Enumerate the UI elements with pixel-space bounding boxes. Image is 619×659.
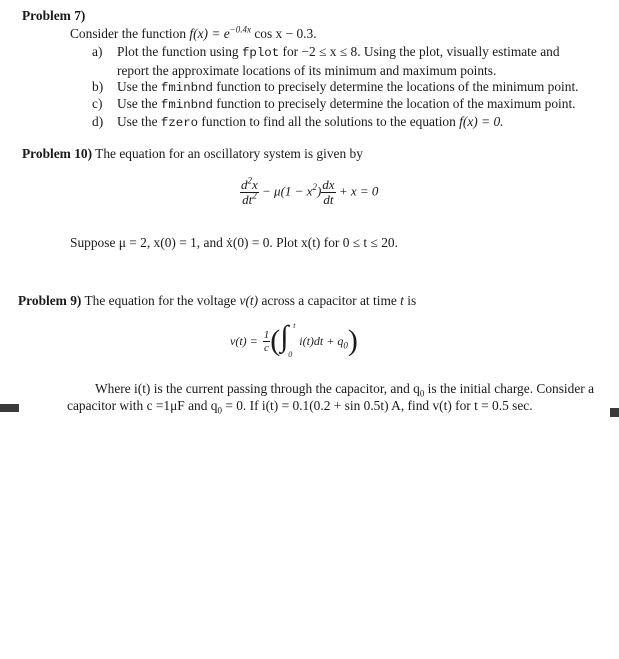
integral-glyph: ∫ bbox=[280, 320, 289, 353]
code-fminbnd: fminbnd bbox=[160, 81, 213, 95]
item-text: for −2 ≤ x ≤ 8. Using the plot, visually estimate and bbox=[279, 44, 560, 59]
problem-9-heading: Problem 9) bbox=[18, 293, 82, 308]
problem-7-item-d-label: d) bbox=[92, 114, 104, 129]
problem-9-equation bbox=[230, 320, 358, 364]
problem-7-heading: Problem 7) bbox=[22, 8, 86, 23]
problem-7-item-a-label: a) bbox=[92, 44, 103, 59]
frac-num-d: d bbox=[241, 177, 248, 192]
problem-10-condition: Suppose μ = 2, x(0) = 1, and ẋ(0) = 0. Plot x(t) for 0 ≤ t ≤ 20. bbox=[70, 235, 398, 250]
problem-9-var: v(t) bbox=[239, 293, 259, 308]
left-margin-marker bbox=[0, 404, 19, 412]
line2-sub: 0 bbox=[217, 405, 222, 416]
function-tail: cos x − 0.3. bbox=[250, 26, 317, 41]
d2x-dt2-fraction bbox=[240, 175, 259, 207]
problem-10-equation bbox=[240, 175, 379, 207]
item-text: function to precisely determine the locations of the minimum point. bbox=[212, 79, 579, 94]
item-text: function to find all the solutions to the equation bbox=[198, 114, 460, 129]
problem-7-intro bbox=[70, 26, 317, 42]
right-margin-marker bbox=[610, 408, 619, 417]
problem-9-line2 bbox=[67, 398, 533, 414]
item-text: Use the bbox=[117, 114, 161, 129]
code-fzero: fzero bbox=[160, 116, 199, 130]
integrand-sub: 0 bbox=[343, 339, 348, 350]
item-text: Plot the function using bbox=[117, 44, 242, 59]
problem-7-item-c-label: c) bbox=[92, 96, 103, 111]
line1-text: Where i(t) is the current passing through the capacitor, and q bbox=[95, 381, 420, 396]
line1-end: is the initial charge. Consider a bbox=[424, 381, 595, 396]
problem-7-item-a-line2: report the approximate locations of its minimum and maximum points. bbox=[117, 63, 497, 78]
problem-7-item-d bbox=[117, 114, 504, 130]
item-text: function to precisely determine the location of the maximum point. bbox=[212, 96, 576, 111]
intro-text: Consider the function bbox=[70, 26, 190, 41]
frac2-num: dx bbox=[322, 177, 335, 192]
eq-lhs: v(t) = bbox=[230, 333, 258, 348]
function-exponent: −0.4x bbox=[229, 24, 251, 35]
code-fplot: fplot bbox=[241, 46, 280, 60]
item-math: f(x) = 0. bbox=[459, 114, 504, 129]
function-text: f(x) = e bbox=[189, 26, 230, 41]
integrand bbox=[299, 334, 348, 349]
problem-7-item-c bbox=[117, 96, 576, 112]
integral-sign bbox=[280, 320, 296, 359]
line2-text: capacitor with c =1μF and q bbox=[67, 398, 218, 413]
problem-10-line bbox=[22, 146, 363, 162]
item-text: Use the bbox=[117, 96, 161, 111]
frac-num: 1 bbox=[263, 328, 270, 341]
eq-mid-sup: 2 bbox=[312, 182, 317, 193]
problem-9-line bbox=[18, 293, 416, 309]
right-paren: ) bbox=[347, 324, 358, 357]
problem-10-heading: Problem 10) bbox=[22, 146, 93, 161]
problem-7-item-a bbox=[117, 44, 560, 60]
integral-lower: 0 bbox=[288, 350, 293, 359]
one-over-c-fraction bbox=[263, 329, 271, 354]
problem-9-tvar: t bbox=[400, 293, 404, 308]
integral-upper: t bbox=[293, 321, 296, 330]
problem-9-line1 bbox=[95, 381, 594, 397]
problem-9-text: is bbox=[403, 293, 417, 308]
eq-tail: + x = 0 bbox=[335, 183, 379, 199]
problem-10-text: The equation for an oscillatory system is given by bbox=[92, 146, 363, 161]
integrand-text: i(t)dt + q bbox=[299, 333, 344, 348]
frac-num-sup: 2 bbox=[247, 175, 252, 186]
problem-7-item-b-label: b) bbox=[92, 79, 104, 94]
frac-den: c bbox=[264, 341, 269, 354]
frac-num-var: x bbox=[252, 177, 258, 192]
dx-dt-fraction bbox=[321, 178, 335, 207]
eq-mid-close: ) bbox=[316, 183, 322, 199]
frac2-den: dt bbox=[323, 192, 334, 207]
code-fminbnd: fminbnd bbox=[160, 98, 213, 112]
frac-den: dt bbox=[242, 192, 253, 207]
item-text: Use the bbox=[117, 79, 161, 94]
problem-7-item-b bbox=[117, 79, 579, 95]
problem-9-text: The equation for the voltage bbox=[81, 293, 240, 308]
left-paren: ( bbox=[270, 324, 281, 357]
frac-den-sup: 2 bbox=[252, 190, 257, 201]
line2-end: = 0. If i(t) = 0.1(0.2 + sin 0.5t) A, find v(t) for t = 0.5 sec. bbox=[221, 398, 533, 413]
eq-mid: − μ(1 − x bbox=[258, 183, 313, 199]
line1-sub: 0 bbox=[419, 388, 425, 399]
problem-9-text: across a capacitor at time bbox=[258, 293, 401, 308]
